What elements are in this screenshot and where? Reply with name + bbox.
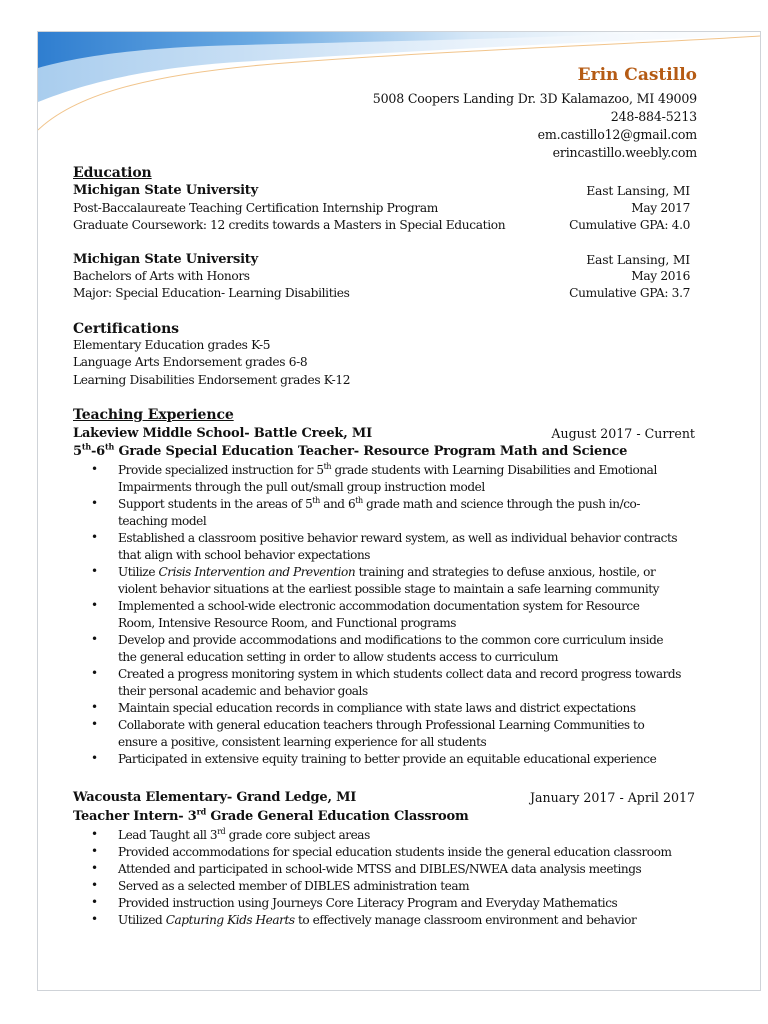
phone: 248-884-5213 <box>610 109 697 124</box>
website: erincastillo.weebly.com <box>552 145 697 160</box>
employer: Lakeview Middle School- Battle Creek, MI <box>73 426 372 441</box>
bullet-item: Served as a selected member of DIBLES administration team <box>118 879 470 893</box>
coursework: Graduate Coursework: 12 credits towards a Masters in Special Education <box>73 218 506 232</box>
bullet-dot: • <box>91 530 99 544</box>
bullet-dot: • <box>91 844 99 858</box>
bullet-dot: • <box>91 700 99 714</box>
bullet-item: Created a progress monitoring system in which students collect data and record progress towards their personal academic and behavior goals <box>118 667 681 698</box>
bullet-item: Lead Taught all 3rd grade core subject areas <box>118 826 370 842</box>
bullet-item: Implemented a school-wide electronic accommodation documentation system for Resource Room, Intensive Resource Room, and Functional programs <box>118 599 640 630</box>
major: Major: Special Education- Learning Disabilities <box>73 286 350 300</box>
employer: Wacousta Elementary- Grand Ledge, MI <box>73 790 357 805</box>
bullet-item: Utilized Capturing Kids Hearts to effectively manage classroom environment and behavior <box>118 913 637 927</box>
bullet-dot: • <box>91 632 99 646</box>
certification-item: Language Arts Endorsement grades 6-8 <box>73 355 308 369</box>
bullet-dot: • <box>91 496 99 510</box>
job-dates: August 2017 - Current <box>551 426 695 441</box>
certification-item: Elementary Education grades K-5 <box>73 338 271 352</box>
bullet-dot: • <box>91 861 99 875</box>
gpa: Cumulative GPA: 3.7 <box>569 286 690 300</box>
bullet-item: Provided instruction using Journeys Core Literacy Program and Everyday Mathematics <box>118 896 618 910</box>
bullet-item: Provided accommodations for special education students inside the general education classroom <box>118 845 672 859</box>
bullet-item: Participated in extensive equity training to better provide an equitable educational experience <box>118 752 657 766</box>
gpa: Cumulative GPA: 4.0 <box>569 218 690 232</box>
resume-page <box>37 31 761 991</box>
email: em.castillo12@gmail.com <box>537 127 697 142</box>
bullet-item: Established a classroom positive behavior reward system, as well as individual behavior contracts that align with school behavior expectations <box>118 531 678 562</box>
job-dates: January 2017 - April 2017 <box>529 790 695 805</box>
job-title: Teacher Intern- 3rd Grade General Education Classroom <box>73 806 469 824</box>
education-heading: Education <box>73 165 152 181</box>
bullet-item: Attended and participated in school-wide MTSS and DIBLES/NWEA data analysis meetings <box>118 862 642 876</box>
bullet-dot: • <box>91 462 99 476</box>
applicant-name: Erin Castillo <box>577 65 697 85</box>
bullet-item: Utilize Crisis Intervention and Prevention training and strategies to defuse anxious, hostile, or violent behavior situations at the earliest possible stage to maintain a safe learning community <box>118 565 660 596</box>
bullet-dot: • <box>91 564 99 578</box>
bullet-dot: • <box>91 912 99 926</box>
date: May 2017 <box>631 201 690 215</box>
bullet-dot: • <box>91 827 99 841</box>
school-name: Michigan State University <box>73 252 258 267</box>
certification-item: Learning Disabilities Endorsement grades K-12 <box>73 373 351 387</box>
degree: Bachelors of Arts with Honors <box>73 269 250 283</box>
bullet-item: Develop and provide accommodations and modifications to the common core curriculum inside the general education setting in order to allow students access to curriculum <box>118 633 664 664</box>
bullet-item: Maintain special education records in compliance with state laws and district expectations <box>118 701 636 715</box>
certifications-heading: Certifications <box>73 321 179 337</box>
school-location: East Lansing, MI <box>586 252 690 267</box>
bullet-dot: • <box>91 598 99 612</box>
address: 5008 Coopers Landing Dr. 3D Kalamazoo, MI 49009 <box>372 91 697 106</box>
date: May 2016 <box>631 269 690 283</box>
bullet-dot: • <box>91 895 99 909</box>
program: Post-Baccalaureate Teaching Certification Internship Program <box>73 201 438 215</box>
school-location: East Lansing, MI <box>586 183 690 198</box>
bullet-dot: • <box>91 717 99 731</box>
job-title: 5th-6th Grade Special Education Teacher- Resource Program Math and Science <box>73 441 628 459</box>
experience-heading: Teaching Experience <box>73 407 234 423</box>
bullet-dot: • <box>91 878 99 892</box>
bullet-item: Support students in the areas of 5th and 6th grade math and science through the push in/co- teaching model <box>118 495 640 528</box>
bullet-dot: • <box>91 751 99 765</box>
bullet-item: Provide specialized instruction for 5th grade students with Learning Disabilities and Emotional Impairments through the pull out/small group instruction model <box>118 461 657 494</box>
school-name: Michigan State University <box>73 183 258 198</box>
bullet-item: Collaborate with general education teachers through Professional Learning Communities to ensure a positive, consistent learning experience for all students <box>118 718 645 749</box>
bullet-dot: • <box>91 666 99 680</box>
